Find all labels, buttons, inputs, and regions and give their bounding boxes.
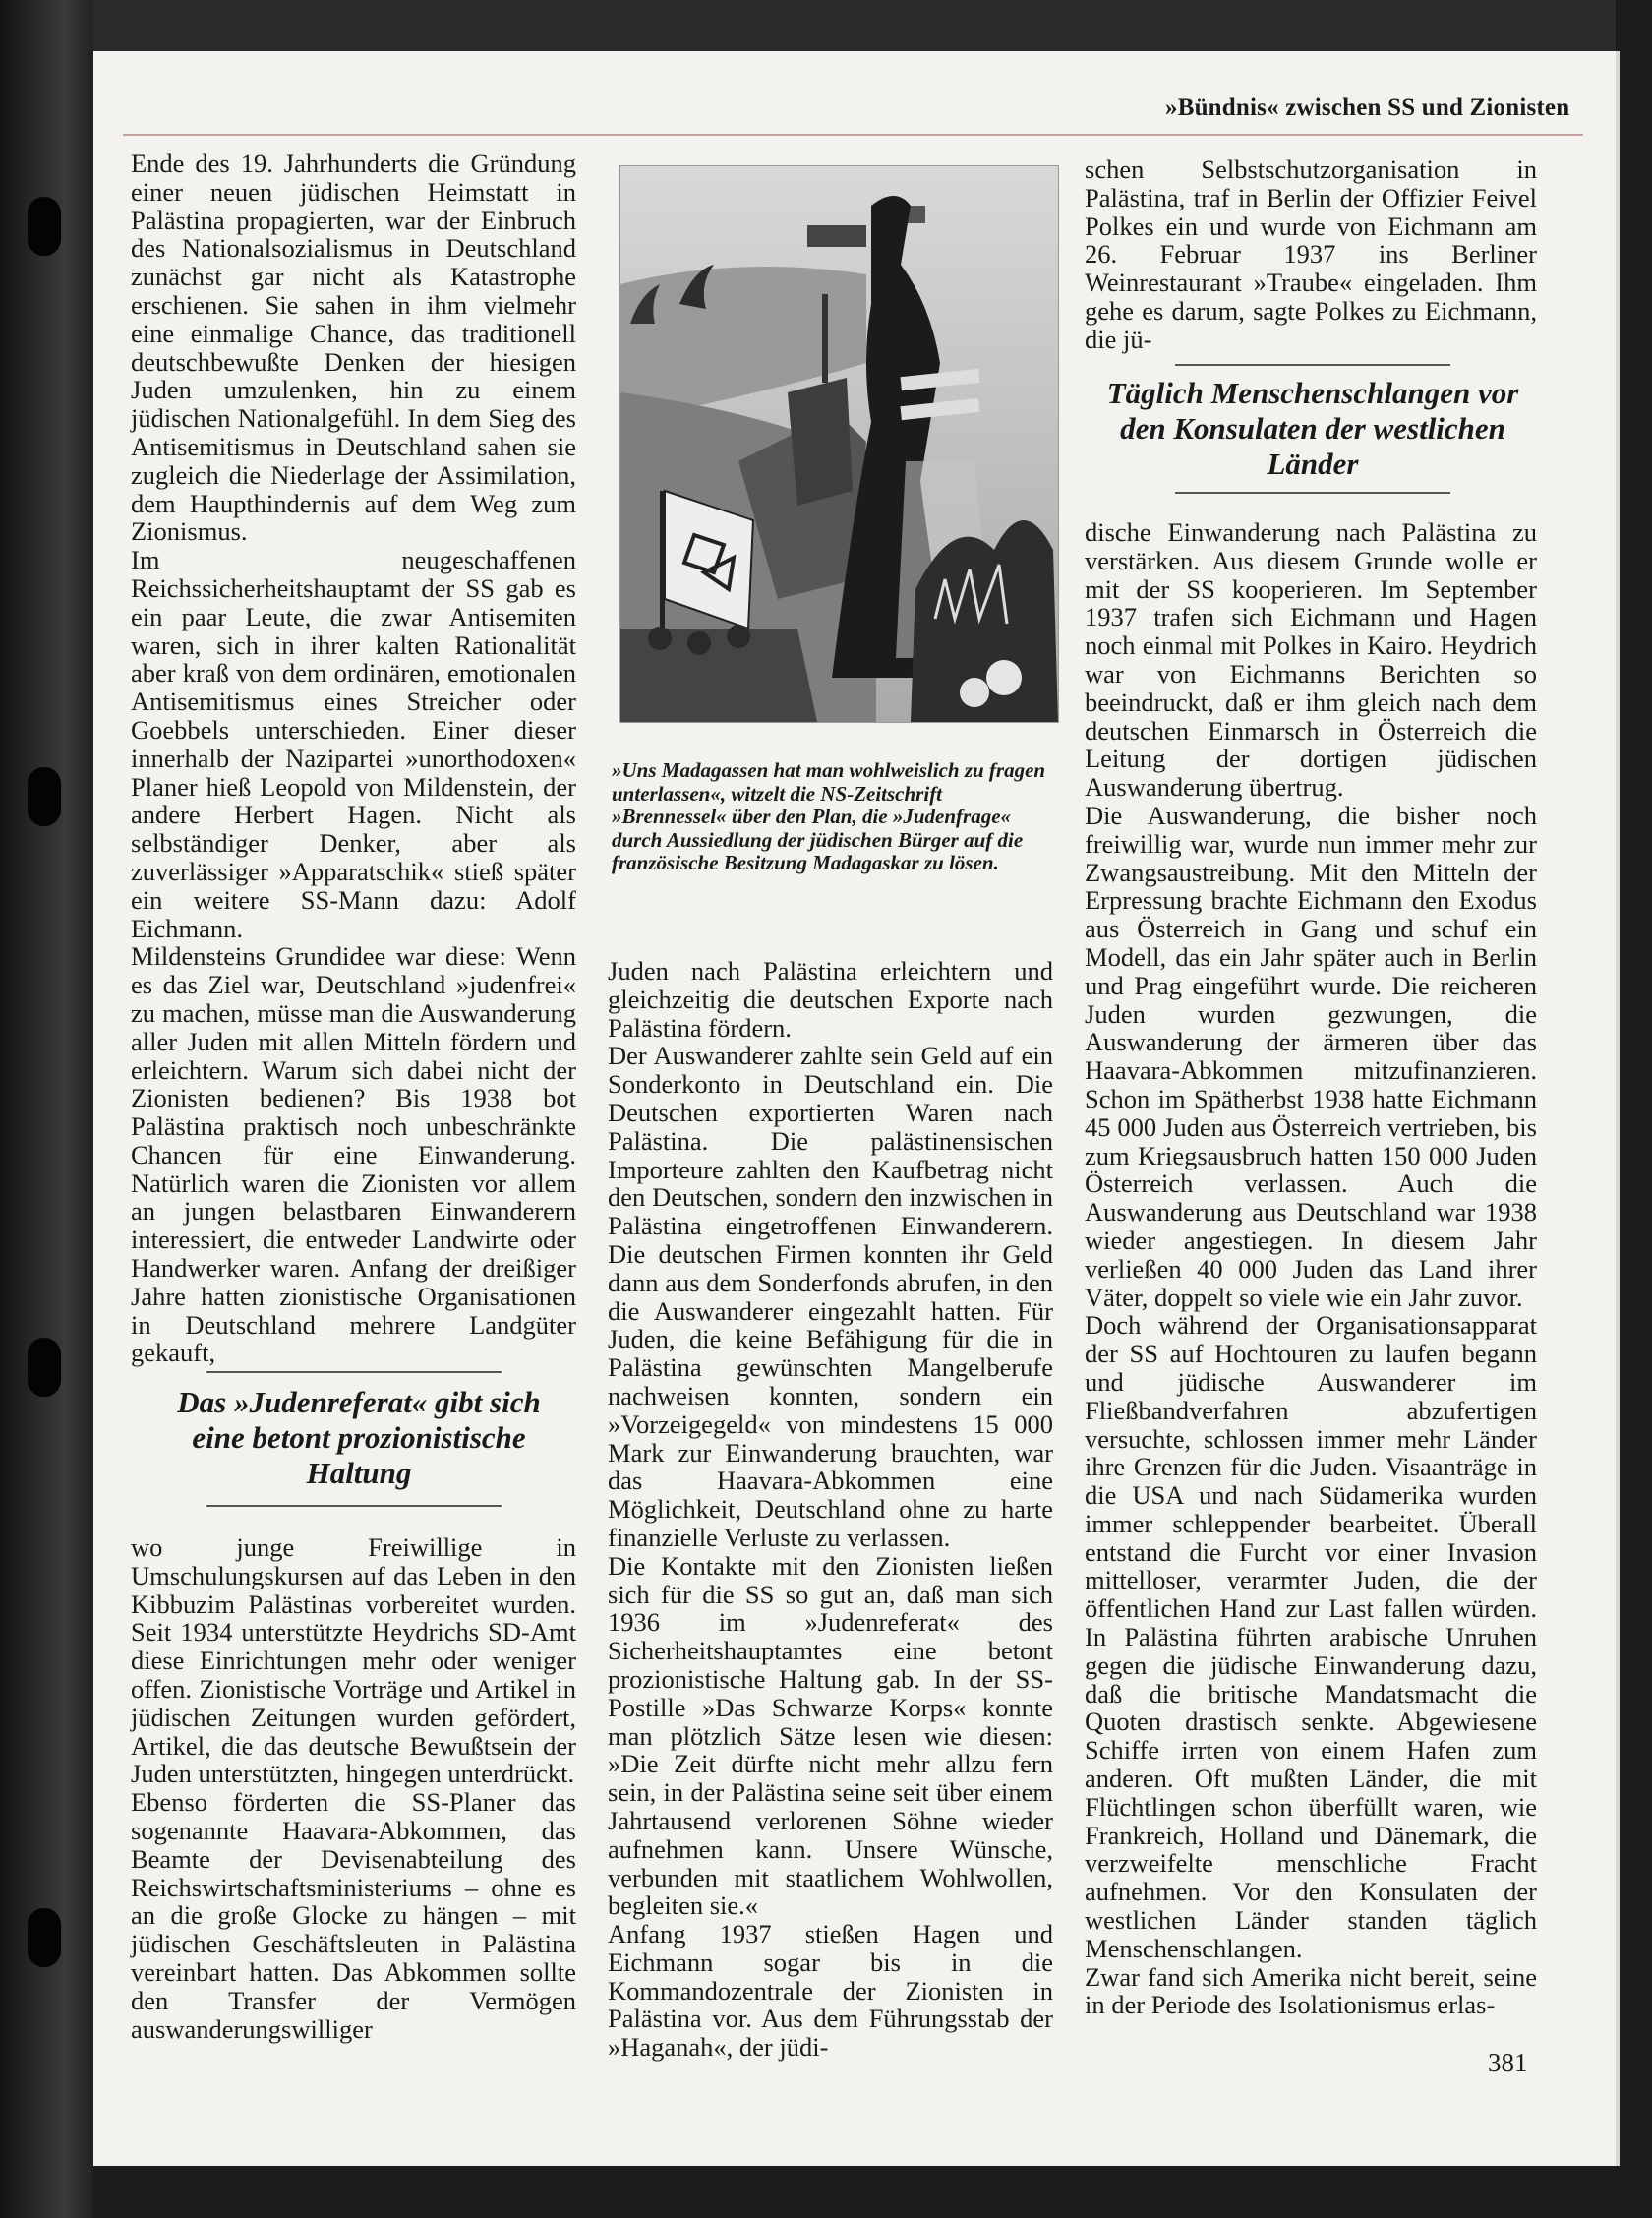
column-2 — [608, 957, 1053, 2062]
paragraph: wo junge Freiwillige in Umschulungskursen auf das Leben in den Kibbuzim Palästinas vorbereitet wurden. Seit 1934 unterstützte Heydrichs SD-Amt diese Einrichtungen mehr oder weniger offen. Zionistische Vorträge und Artikel in jüdischen Zeitungen wurden gefördert, Artikel, die das deutsche Bewußtsein der Juden unterstützten, hingegen unterdrückt. — [131, 1532, 576, 1789]
paragraph: schen Selbstschutzorganisation in Palästina, traf in Berlin der Offizier Feivel Polkes ein und wurde von Eichmann am 26. Februar 1937 ins Berliner Weinrestaurant »Traube« eingeladen. Ihm gehe es darum, sagte Polkes zu Eichmann, die jü- — [1085, 154, 1537, 354]
paragraph: Mildensteins Grundidee war diese: Wenn es das Ziel war, Deutschland »judenfrei« zu machen, müsse man die Auswanderung aller Juden mit allen Mitteln fördern und erleichtern. Warum sich dabei nicht der Zionisten bedienen? Bis 1938 bot Palästina praktisch noch unbeschränkte Chancen für eine Einwanderung. Natürlich waren die Zionisten vor allem an jungen belastbaren Einwanderern interessiert, die entweder Landwirte oder Handwerker waren. Anfang der dreißiger Jahre hatten zionistische Organisationen in Deutschland mehrere Landgüter gekauft, — [131, 941, 576, 1368]
paragraph: Ebenso förderten die SS-Planer das sogenannte Haavara-Abkommen, das Beamte der Devisenabteilung des Reichswirtschaftsministeriums – ohne es an die große Glocke zu hängen – mit jüdischen Geschäftsleuten in Palästina vereinbart hatten. Das Abkommen sollte den Transfer der Vermögen auswanderungswilliger — [131, 1787, 576, 2044]
paragraph: Die Auswanderung, die bisher noch freiwillig war, wurde nun immer mehr zur Zwangsaustreibung. Mit den Mitteln der Erpressung brachte Eichmann den Exodus aus Österreich in Gang und schuf ein Modell, das ein Jahr später auch in Berlin und Prag eingeführt wurde. Die reicheren Juden wurden gezwungen, die Auswanderung der ärmeren über das Haavara-Abkommen mitzufinanzieren. Schon im Spätherbst 1938 hatte Eichmann 45 000 Juden aus Österreich vertrieben, bis zum Kriegsausbruch hatten 150 000 Juden Österreich verlassen. Auch die Auswanderung aus Deutschland war 1938 wieder angestiegen. In diesem Jahr verließen 40 000 Juden das Land ihrer Väter, doppelt so viele wie ein Jahr zuvor. — [1085, 800, 1537, 1312]
subheading-rule-top — [206, 1371, 502, 1373]
column-3-bottom — [1085, 518, 1537, 2019]
header-rule — [123, 134, 1583, 136]
paragraph: Im neugeschaffenen Reichssicherheitshauptamt der SS gab es ein paar Leute, die zwar Antisemiten waren, sich in ihrer kalten Rationalität aber kraß von dem ordinären, emotionalen Antisemitismus eines Streicher oder Goebbels unterschieden. Einer dieser innerhalb der Nazipartei »unorthodoxen« Planer hieß Leopold von Mildenstein, der andere Herbert Hagen. Nicht als selbständiger Denker, aber als zuverlässiger »Apparatschik« stieß später ein weitere SS-Mann dazu: Adolf Eichmann. — [131, 545, 576, 943]
cartoon-drawing — [620, 166, 1058, 722]
paragraph: Juden nach Palästina erleichtern und gleichzeitig die deutschen Exporte nach Palästina fördern. — [608, 956, 1053, 1043]
paragraph: Doch während der Organisationsapparat der SS auf Hochtouren zu laufen begann und jüdische Auswanderer im Fließbandverfahren abzufertigen versuchte, schlossen immer mehr Länder ihre Grenzen für die Juden. Visaanträge in die USA und nach Südamerika wurden immer schleppender bearbeitet. Überall entstand die Furcht vor einer Invasion mittelloser, verarmter Juden, die der öffentlichen Hand zur Last fallen würden. In Palästina führten arabische Unruhen gegen die jüdische Einwanderung dazu, daß die britische Mandatsmacht die Quoten drastisch senkte. Abgewiesene Schiffe irrten von einem Hafen zum anderen. Oft mußten Länder, die mit Flüchtlingen schon überfüllt waren, wie Frankreich, Holland und Dänemark, die verzweifelte menschliche Fracht aufnehmen. Vor den Konsulaten der westlichen Länder standen täglich Menschenschlangen. — [1085, 1310, 1537, 1963]
punch-hole — [28, 767, 61, 826]
paragraph: Zwar fand sich Amerika nicht bereit, seine in der Periode des Isolationismus erlas- — [1085, 1961, 1537, 2020]
column-1-bottom — [131, 1533, 576, 2043]
subheading-rule-top — [1175, 364, 1450, 366]
subheading-rule-bottom — [1175, 492, 1450, 494]
punch-hole — [28, 197, 61, 256]
paragraph: Der Auswanderer zahlte sein Geld auf ein Sonderkonto in Deutschland ein. Die Deutschen exportierten Waren nach Palästina. Die palästinensischen Importeure zahlten den Kaufbetrag nicht den Deutschen, sondern den inzwischen in Palästina eingetroffenen Einwanderern. Die deutschen Firmen konnten ihr Geld dann aus dem Sonderfonds abrufen, in den die Auswanderer eingezahlt hatten. Für Juden, die keine Befähigung für die in Palästina gewünschten Mangelberufe nachweisen konnten, sondern ein »Vorzeigegeld« von mindestens 15 000 Mark zur Einwanderung brauchten, war das Haavara-Abkommen eine Möglichkeit, Deutschland ohne zu harte finanzielle Verluste zu verlassen. — [608, 1041, 1053, 1552]
illustration-madagascar-cartoon — [620, 165, 1059, 723]
binder-edge — [0, 0, 93, 2218]
running-title: »Bündnis« zwischen SS und Zionisten — [1165, 94, 1570, 121]
paragraph: Die Kontakte mit den Zionisten ließen sich für die SS so gut an, daß man sich 1936 im »Judenreferat« des Sicherheitshauptamtes eine betont prozionistische Haltung gab. In der SS-Postille »Das Schwarze Korps« konnte man plötzlich Sätze lesen wie diesen: »Die Zeit dürfte nicht mehr allzu fern sein, in der Palästina seine seit über einem Jahrtausend verlorenen Söhne wieder aufnehmen kann. Unsere Wünsche, verbunden mit staatlichem Wohlwollen, begleiten sie.« — [608, 1550, 1053, 1921]
illustration-caption: »Uns Madagassen hat man wohlweislich zu fragen unterlassen«, witzelt die NS-Zeitschrift »Brennessel« über den Plan, die »Judenfrage« durch Aussiedlung der jüdischen Bürger auf die französische Besitzung Madagaskar zu lösen. — [612, 758, 1046, 874]
punch-hole — [28, 1338, 61, 1397]
paragraph: Anfang 1937 stießen Hagen und Eichmann sogar bis in die Kommandozentrale der Zionisten in Palästina vor. Aus dem Führungsstab der »Haganah«, der jüdi- — [608, 1919, 1053, 2063]
subheading-rule-bottom — [206, 1505, 502, 1507]
paragraph: Ende des 19. Jahrhunderts die Gründung einer neuen jüdischen Heimstatt in Palästina propagierten, war der Einbruch des Nationalsozialismus in Deutschland zunächst gar nicht als Katastrophe erschienen. Sie sahen in ihm vielmehr eine einmalige Chance, das traditionell deutschbewußte Denken der hiesigen Juden umzulenken, hin zu einem jüdischen Nationalgefühl. In dem Sieg des Antisemitismus in Deutschland sahen sie zugleich die Niederlage der Assimilation, dem Haupthindernis auf dem Weg zum Zionismus. — [131, 149, 576, 547]
scan-top-border — [93, 0, 1616, 51]
subheading-menschenschlangen: Täglich Menschenschlangen vor den Konsulaten der westlichen Länder — [1106, 376, 1519, 481]
magazine-page — [93, 51, 1620, 2166]
page-number: 381 — [1488, 2048, 1528, 2077]
subheading-judenreferat: Das »Judenreferat« gibt sich eine betont prozionistische Haltung — [177, 1385, 541, 1490]
column-3-top — [1085, 155, 1537, 354]
punch-hole — [28, 1908, 61, 1967]
column-1-top — [131, 150, 576, 1367]
paragraph: dische Einwanderung nach Palästina zu verstärken. Aus diesem Grunde wolle er mit der SS kooperieren. Im September 1937 trafen sich Eichmann und Hagen noch einmal mit Polkes in Kairo. Heydrich war von Eichmanns Berichten so beeindruckt, daß er ihm gleich nach dem deutschen Einmarsch in Österreich die Leitung der dortigen jüdischen Auswanderung übertrug. — [1085, 517, 1537, 803]
